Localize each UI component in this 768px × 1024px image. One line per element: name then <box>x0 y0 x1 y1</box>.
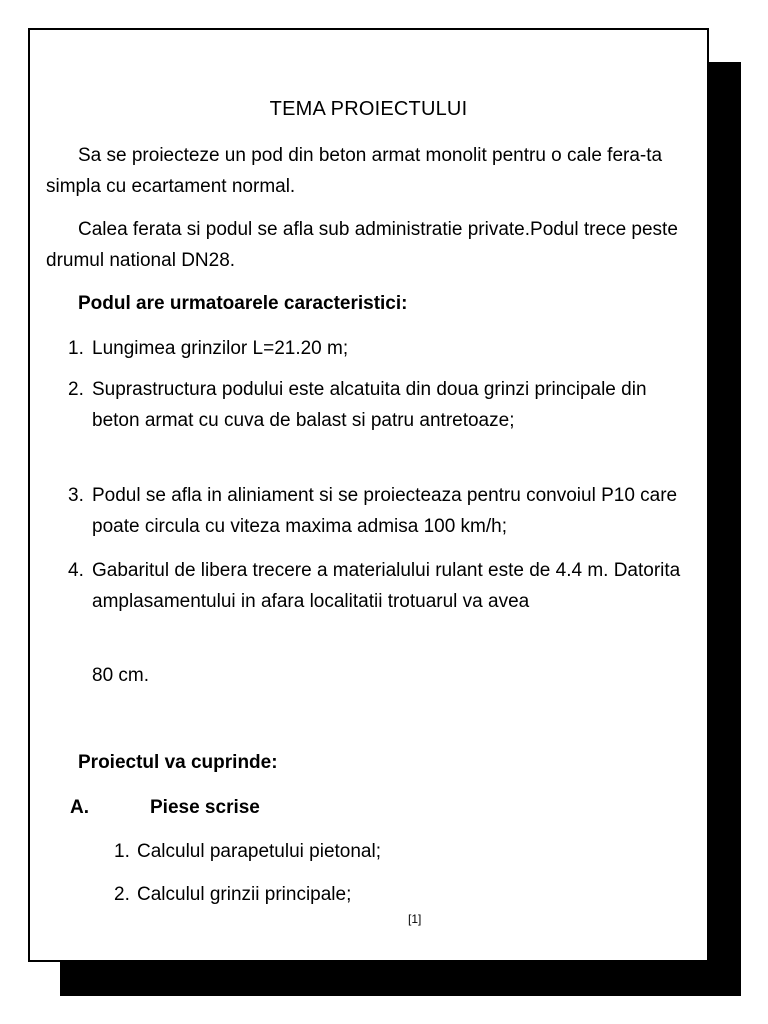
list-item-number: 3. <box>68 485 84 506</box>
list-item-number: 2. <box>68 379 84 400</box>
sub-list-item-number: 2. <box>114 884 130 905</box>
characteristics-heading: Podul are urmatoarele caracteristici: <box>78 293 408 314</box>
list-item-text: Suprastructura podului este alcatuita din doua grinzi principale din beton armat cu cuva de balast si patru antretoaze; <box>92 379 647 431</box>
contents-heading: Proiectul va cuprinde: <box>78 752 278 773</box>
sub-list-item-text: Calculul grinzii principale; <box>137 884 352 905</box>
intro-paragraph-1: Sa se proiecteze un pod din beton armat monolit pentru o cale fera-ta simpla cu ecartament normal. <box>46 145 663 197</box>
document-title: TEMA PROIECTULUI <box>269 98 468 120</box>
sub-list-item-text: Calculul parapetului pietonal; <box>137 841 381 862</box>
sub-list-item <box>114 879 351 910</box>
list-item <box>68 480 698 542</box>
list-item-text: Gabaritul de libera trecere a materialului rulant este de 4.4 m. Datorita amplasamentului in afara localitatii trotuarul va avea <box>92 560 681 612</box>
sub-list-item <box>114 836 381 867</box>
footnote-marker: [1] <box>408 912 422 926</box>
list-item-number: 4. <box>68 560 84 581</box>
intro-paragraph-2: Calea ferata si podul se afla sub administratie private.Podul trece peste drumul national DN28. <box>46 219 678 271</box>
list-item <box>68 333 698 364</box>
list-item-text: Lungimea grinzilor L=21.20 m; <box>92 338 349 359</box>
list-item <box>68 555 698 617</box>
list-item-number: 1. <box>68 338 84 359</box>
sub-list-item-number: 1. <box>114 841 130 862</box>
section-a-letter: A. <box>70 797 89 818</box>
list-item <box>68 374 698 436</box>
document-page <box>28 28 709 962</box>
list-item-text: Podul se afla in aliniament si se proiecteaza pentru convoiul P10 care poate circula cu viteza maxima admisa 100 km/h; <box>92 485 678 537</box>
section-a-heading <box>70 792 260 823</box>
list-item-continuation: 80 cm. <box>92 665 150 686</box>
section-a-label: Piese scrise <box>150 797 260 818</box>
